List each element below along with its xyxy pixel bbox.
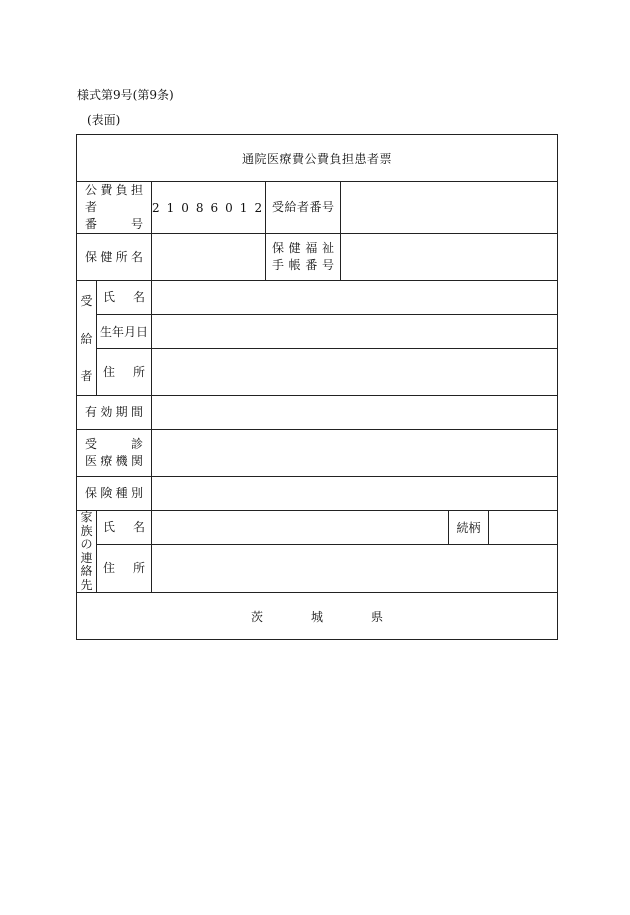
- insurance-type-label: 保険種別: [77, 477, 152, 511]
- issuer-char-1: 茨: [251, 609, 264, 624]
- recipient-number-label: 受給者番号: [266, 182, 341, 234]
- recipient-group-label: [77, 281, 97, 396]
- issuer-char-3: 県: [371, 609, 384, 624]
- insurance-type-field[interactable]: [152, 477, 558, 511]
- payer-number-label: 公費負担者 番 号: [77, 182, 152, 234]
- form-reference: 様式第9号(第9条): [77, 88, 174, 102]
- form-title: 通院医療費公費負担患者票: [77, 135, 558, 182]
- validity-period-label: 有効期間: [77, 396, 152, 430]
- validity-period-field[interactable]: [152, 396, 558, 430]
- family-char-4: 連: [80, 550, 93, 565]
- recipient-name-field[interactable]: [152, 281, 558, 315]
- medical-institution-field[interactable]: [152, 430, 558, 477]
- recipient-address-label: 住 所: [97, 349, 152, 396]
- issuer-char-2: 城: [311, 609, 324, 624]
- family-name-label: 氏 名: [97, 511, 152, 545]
- family-name-field[interactable]: [152, 511, 449, 545]
- health-center-label: 保健所名: [77, 234, 152, 281]
- family-char-3: の: [80, 537, 93, 551]
- issuer-footer: [77, 593, 558, 640]
- recipient-char-1: 受: [80, 294, 93, 308]
- welfare-notebook-label: 保健福祉 手帳番号: [266, 234, 341, 281]
- recipient-address-field[interactable]: [152, 349, 558, 396]
- relationship-label: 続柄: [449, 511, 489, 545]
- family-contact-group-label: [77, 511, 97, 593]
- relationship-field[interactable]: [489, 511, 558, 545]
- recipient-char-3: 者: [80, 369, 93, 383]
- recipient-number-field[interactable]: [341, 182, 558, 234]
- family-char-2: 族: [80, 523, 93, 538]
- payer-number-value: 21086012: [152, 182, 266, 234]
- birthdate-field[interactable]: [152, 315, 558, 349]
- patient-ticket-form: [76, 134, 558, 640]
- recipient-char-2: 給: [80, 331, 93, 346]
- family-char-1: 家: [80, 510, 93, 524]
- face-side-label: (表面): [87, 113, 121, 127]
- birthdate-label: 生年月日: [97, 315, 152, 349]
- family-char-6: 先: [80, 577, 93, 592]
- family-address-label: 住 所: [97, 545, 152, 593]
- welfare-notebook-field[interactable]: [341, 234, 558, 281]
- medical-institution-label: 受 診 医療機関: [77, 430, 152, 477]
- family-address-field[interactable]: [152, 545, 558, 593]
- recipient-name-label: 氏 名: [97, 281, 152, 315]
- health-center-field[interactable]: [152, 234, 266, 281]
- family-char-5: 絡: [80, 564, 93, 578]
